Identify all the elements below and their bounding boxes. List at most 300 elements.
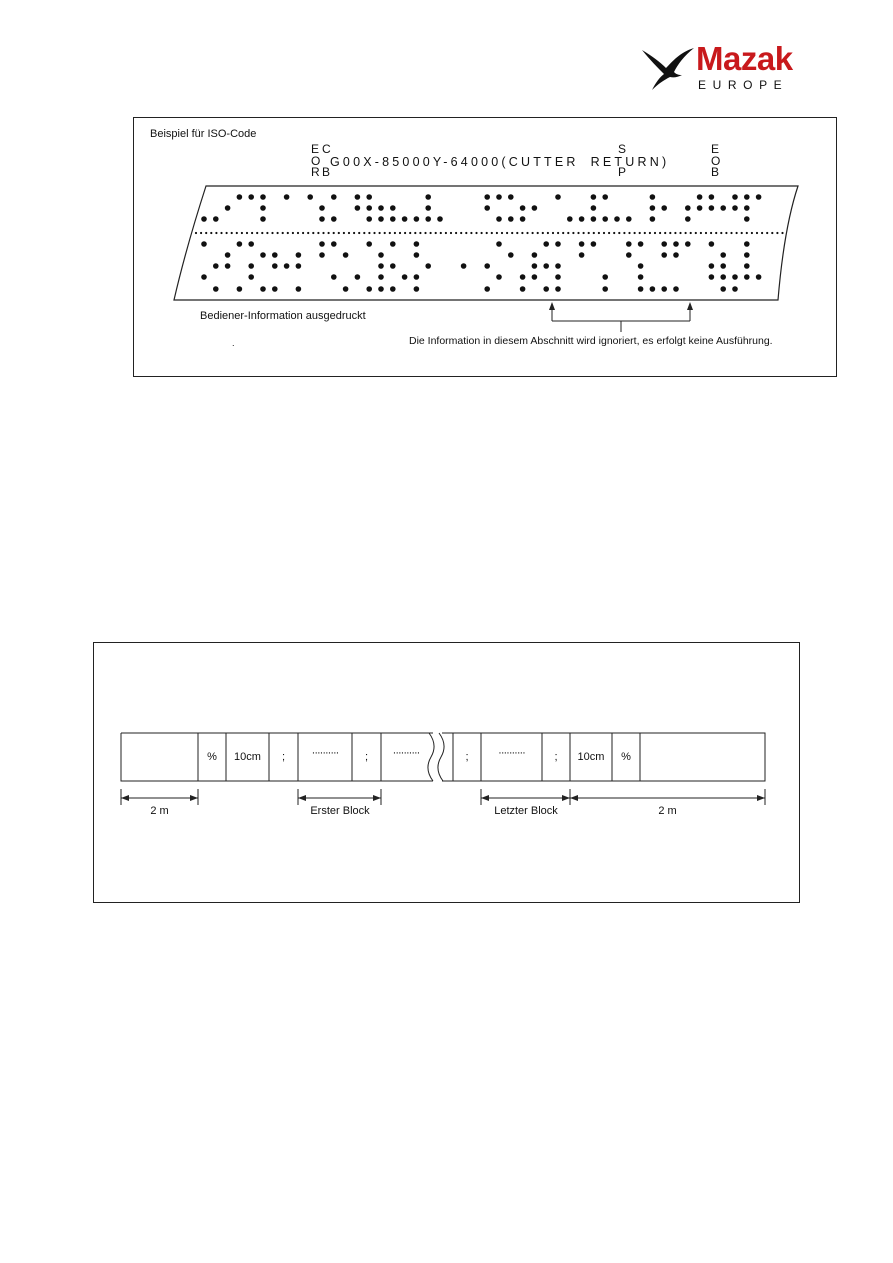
sprocket-hole xyxy=(328,232,330,234)
tape-hole xyxy=(661,286,667,292)
crane-bird-icon xyxy=(638,42,700,94)
sprocket-hole xyxy=(384,232,386,234)
tape-hole xyxy=(248,274,254,280)
sprocket-hole xyxy=(766,232,768,234)
sprocket-hole xyxy=(690,232,692,234)
logo-region: EUROPE xyxy=(698,78,789,92)
tape-hole xyxy=(496,194,502,200)
sprocket-hole xyxy=(307,232,309,234)
tape-hole xyxy=(260,286,266,292)
tape-hole xyxy=(248,194,254,200)
sprocket-hole xyxy=(598,232,600,234)
tape-hole xyxy=(626,252,632,258)
tape-hole xyxy=(602,286,608,292)
sprocket-hole xyxy=(736,232,738,234)
sprocket-hole xyxy=(583,232,585,234)
tape-hole xyxy=(709,263,715,269)
tape-holes xyxy=(201,194,761,292)
tape-hole xyxy=(225,252,231,258)
tape-hole xyxy=(390,286,396,292)
tape-hole xyxy=(661,241,667,247)
sprocket-hole xyxy=(781,232,783,234)
sprocket-hole xyxy=(282,232,284,234)
tape-hole xyxy=(626,241,632,247)
tape-hole xyxy=(744,216,750,222)
tape-hole xyxy=(591,194,597,200)
length-cell-end: 10cm xyxy=(577,751,605,763)
sprocket-hole xyxy=(430,232,432,234)
sprocket-hole xyxy=(338,232,340,234)
tape-hole xyxy=(496,241,502,247)
sprocket-hole xyxy=(287,232,289,234)
sprocket-hole xyxy=(333,232,335,234)
tape-hole xyxy=(661,252,667,258)
tape-hole xyxy=(237,241,243,247)
tape-hole xyxy=(378,252,384,258)
sprocket-hole xyxy=(552,232,554,234)
sprocket-hole xyxy=(292,232,294,234)
sprocket-hole xyxy=(465,232,467,234)
sprocket-hole xyxy=(730,232,732,234)
sprocket-hole xyxy=(526,232,528,234)
sprocket-hole xyxy=(669,232,671,234)
tape-hole xyxy=(272,252,278,258)
tape-hole xyxy=(555,194,561,200)
tape-hole xyxy=(685,216,691,222)
sprocket-hole xyxy=(195,232,197,234)
sprocket-hole xyxy=(649,232,651,234)
block-dots-cell: ·········· xyxy=(311,747,339,759)
tape-hole xyxy=(319,205,325,211)
tape-hole xyxy=(378,286,384,292)
tape-hole xyxy=(720,274,726,280)
sprocket-hole xyxy=(542,232,544,234)
tape-hole xyxy=(366,216,372,222)
tape-hole xyxy=(543,286,549,292)
tape-hole xyxy=(591,241,597,247)
tape-hole xyxy=(378,205,384,211)
sprocket-hole xyxy=(470,232,472,234)
sprocket-hole xyxy=(644,232,646,234)
tape-hole xyxy=(520,286,526,292)
tape-hole xyxy=(484,263,490,269)
tape-hole xyxy=(331,274,337,280)
sprocket-hole xyxy=(358,232,360,234)
sprocket-hole xyxy=(368,232,370,234)
sprocket-hole xyxy=(475,232,477,234)
sprocket-hole xyxy=(771,232,773,234)
tape-hole xyxy=(709,274,715,280)
tape-hole xyxy=(496,216,502,222)
sprocket-hole xyxy=(654,232,656,234)
sprocket-hole xyxy=(639,232,641,234)
tape-hole xyxy=(319,252,325,258)
tape-hole xyxy=(378,263,384,269)
sprocket-hole xyxy=(506,232,508,234)
sprocket-hole xyxy=(261,232,263,234)
tape-hole xyxy=(201,241,207,247)
tape-hole xyxy=(402,216,408,222)
tape-hole xyxy=(579,252,585,258)
length-cell-start: 10cm xyxy=(234,751,261,763)
figure-title: Beispiel für ISO-Code xyxy=(150,128,257,140)
tape-hole xyxy=(390,263,396,269)
sprocket-hole xyxy=(302,232,304,234)
sprocket-hole xyxy=(343,232,345,234)
tape-hole xyxy=(638,286,644,292)
sprocket-hole xyxy=(440,232,442,234)
tape-hole xyxy=(201,216,207,222)
sprocket-hole xyxy=(705,232,707,234)
tape-hole xyxy=(414,286,420,292)
tape-hole xyxy=(213,263,219,269)
percent-cell-end: % xyxy=(621,751,631,763)
tape-hole xyxy=(237,194,243,200)
tape-hole xyxy=(720,252,726,258)
tape-hole xyxy=(296,252,302,258)
tape-hole xyxy=(520,216,526,222)
tape-hole xyxy=(697,205,703,211)
sprocket-hole xyxy=(424,232,426,234)
tape-hole xyxy=(614,216,620,222)
tape-hole xyxy=(355,274,361,280)
sprocket-hole xyxy=(572,232,574,234)
sprocket-hole xyxy=(373,232,375,234)
tape-hole xyxy=(567,216,573,222)
tape-hole xyxy=(425,194,431,200)
sprocket-hole xyxy=(266,232,268,234)
tape-hole xyxy=(390,205,396,211)
tape-hole xyxy=(732,194,738,200)
tape-hole xyxy=(331,216,337,222)
sprocket-hole xyxy=(756,232,758,234)
semicolon-cell: ; xyxy=(465,751,469,763)
sprocket-hole xyxy=(577,232,579,234)
sprocket-hole xyxy=(379,232,381,234)
iso-code-example-figure xyxy=(133,117,837,377)
sprocket-hole xyxy=(231,232,233,234)
sp-label: S P xyxy=(618,142,627,179)
tape-hole xyxy=(661,205,667,211)
tape-hole xyxy=(744,274,750,280)
tape-hole xyxy=(331,194,337,200)
sprocket-hole xyxy=(496,232,498,234)
tape-hole xyxy=(744,205,750,211)
sprocket-hole xyxy=(659,232,661,234)
tape-hole xyxy=(225,263,231,269)
eob-label: E O B xyxy=(711,142,721,179)
tape-hole xyxy=(343,252,349,258)
tape-hole xyxy=(260,194,266,200)
tape-hole xyxy=(414,252,420,258)
tape-hole xyxy=(756,194,762,200)
tape-hole xyxy=(307,194,313,200)
tape-hole xyxy=(331,241,337,247)
tape-hole xyxy=(591,205,597,211)
tape-hole xyxy=(508,194,514,200)
sprocket-hole xyxy=(608,232,610,234)
tape-hole xyxy=(378,274,384,280)
sprocket-hole xyxy=(628,232,630,234)
sprocket-hole xyxy=(348,232,350,234)
sprocket-hole xyxy=(603,232,605,234)
eor-label: E O R xyxy=(311,142,321,179)
tape-hole xyxy=(366,194,372,200)
tape-hole xyxy=(744,252,750,258)
sprocket-hole xyxy=(205,232,207,234)
sprocket-hole xyxy=(399,232,401,234)
tape-hole xyxy=(555,241,561,247)
tape-hole xyxy=(732,274,738,280)
tape-hole xyxy=(414,241,420,247)
sprocket-hole xyxy=(720,232,722,234)
tape-hole xyxy=(579,241,585,247)
tape-hole xyxy=(638,274,644,280)
sprocket-hole xyxy=(491,232,493,234)
tape-hole xyxy=(213,286,219,292)
logo-wordmark: Mazak xyxy=(696,40,793,77)
tape-hole xyxy=(484,286,490,292)
tape-hole xyxy=(260,216,266,222)
tape-hole xyxy=(343,286,349,292)
tape-hole xyxy=(650,216,656,222)
tape-hole xyxy=(366,286,372,292)
sprocket-hole xyxy=(445,232,447,234)
tape-hole xyxy=(709,205,715,211)
last-block-label: Letzter Block xyxy=(494,805,558,817)
sprocket-hole xyxy=(613,232,615,234)
sprocket-hole xyxy=(715,232,717,234)
sprocket-hole xyxy=(725,232,727,234)
first-block-label: Erster Block xyxy=(310,805,370,817)
tape-hole xyxy=(744,263,750,269)
sprocket-hole xyxy=(634,232,636,234)
sprocket-hole xyxy=(317,232,319,234)
sprocket-hole xyxy=(751,232,753,234)
tape-hole xyxy=(650,286,656,292)
tape-hole xyxy=(260,205,266,211)
tape-hole xyxy=(555,286,561,292)
tape-layout-figure xyxy=(93,642,800,903)
tape-hole xyxy=(425,263,431,269)
semicolon-cell: ; xyxy=(364,751,369,763)
sprocket-hole xyxy=(557,232,559,234)
sprocket-hole xyxy=(322,232,324,234)
sprocket-hole xyxy=(241,232,243,234)
tape-hole xyxy=(425,216,431,222)
tape-hole xyxy=(508,216,514,222)
ignored-section-note: Die Information in diesem Abschnitt wird ignoriert, es erfolgt keine Ausführung. xyxy=(409,335,773,347)
tape-hole xyxy=(579,216,585,222)
sprocket-hole xyxy=(567,232,569,234)
tape-hole xyxy=(744,194,750,200)
tape-hole xyxy=(685,241,691,247)
tape-strip xyxy=(94,643,799,902)
tape-hole xyxy=(437,216,443,222)
tape-hole xyxy=(555,263,561,269)
sprocket-hole xyxy=(501,232,503,234)
sprocket-hole xyxy=(700,232,702,234)
tape-hole xyxy=(756,274,762,280)
tape-hole xyxy=(201,274,207,280)
tape-hole xyxy=(709,194,715,200)
sprocket-hole xyxy=(776,232,778,234)
block-dots-cell: ·········· xyxy=(498,747,525,759)
sprocket-hole xyxy=(618,232,620,234)
sprocket-hole xyxy=(511,232,513,234)
tape-hole xyxy=(720,205,726,211)
tape-hole xyxy=(272,263,278,269)
tape-hole xyxy=(272,286,278,292)
tape-hole xyxy=(520,205,526,211)
sprocket-hole xyxy=(215,232,217,234)
tape-hole xyxy=(296,286,302,292)
block-dots-cell: ·········· xyxy=(392,747,420,759)
tape-hole xyxy=(673,241,679,247)
sprocket-hole xyxy=(588,232,590,234)
tape-hole xyxy=(602,216,608,222)
tape-hole xyxy=(355,194,361,200)
sprocket-hole xyxy=(455,232,457,234)
sprocket-hole xyxy=(547,232,549,234)
sprocket-hole xyxy=(271,232,273,234)
tape-hole xyxy=(484,194,490,200)
sprocket-hole xyxy=(409,232,411,234)
tape-hole xyxy=(284,263,290,269)
sprocket-hole xyxy=(674,232,676,234)
sprocket-hole xyxy=(516,232,518,234)
sprocket-hole xyxy=(746,232,748,234)
stray-dot: . xyxy=(232,338,235,348)
tape-hole xyxy=(532,274,538,280)
tape-hole xyxy=(213,216,219,222)
tape-hole xyxy=(543,241,549,247)
tape-hole xyxy=(555,274,561,280)
sprocket-hole xyxy=(226,232,228,234)
tape-hole xyxy=(355,205,361,211)
sprocket-hole xyxy=(277,232,279,234)
tape-hole xyxy=(248,263,254,269)
sprocket-hole xyxy=(363,232,365,234)
tape-hole xyxy=(720,263,726,269)
sprocket-hole xyxy=(389,232,391,234)
tape-hole xyxy=(732,286,738,292)
operator-info-label: Bediener-Information ausgedruckt xyxy=(200,310,366,322)
tape-hole xyxy=(225,205,231,211)
sprocket-holes xyxy=(195,232,784,234)
sprocket-hole xyxy=(435,232,437,234)
sprocket-hole xyxy=(353,232,355,234)
sprocket-hole xyxy=(312,232,314,234)
sprocket-hole xyxy=(664,232,666,234)
tape-hole xyxy=(650,194,656,200)
sprocket-hole xyxy=(246,232,248,234)
tape-hole xyxy=(496,274,502,280)
tape-hole xyxy=(638,241,644,247)
sprocket-hole xyxy=(200,232,202,234)
sprocket-hole xyxy=(532,232,534,234)
tape-hole xyxy=(284,194,290,200)
program-code-line: G00X-85000Y-64000(CUTTER RETURN) xyxy=(330,155,670,169)
tape-hole xyxy=(378,216,384,222)
leader-length-label: 2 m xyxy=(150,805,169,817)
tape-hole xyxy=(237,286,243,292)
sprocket-hole xyxy=(460,232,462,234)
sprocket-hole xyxy=(220,232,222,234)
sprocket-hole xyxy=(623,232,625,234)
sprocket-hole xyxy=(741,232,743,234)
sprocket-hole xyxy=(679,232,681,234)
tape-hole xyxy=(520,274,526,280)
sprocket-hole xyxy=(256,232,258,234)
tape-hole xyxy=(484,205,490,211)
tape-hole xyxy=(508,252,514,258)
sprocket-hole xyxy=(236,232,238,234)
tape-hole xyxy=(697,194,703,200)
tape-hole xyxy=(602,274,608,280)
sprocket-hole xyxy=(297,232,299,234)
tape-hole xyxy=(709,241,715,247)
tape-hole xyxy=(638,263,644,269)
tape-hole xyxy=(366,205,372,211)
semicolon-cell: ; xyxy=(281,751,286,763)
sprocket-hole xyxy=(521,232,523,234)
tape-hole xyxy=(319,216,325,222)
sprocket-hole xyxy=(486,232,488,234)
tape-hole xyxy=(602,194,608,200)
tape-hole xyxy=(366,241,372,247)
tape-hole xyxy=(390,216,396,222)
mazak-logo xyxy=(638,42,813,94)
sprocket-hole xyxy=(414,232,416,234)
tape-hole xyxy=(248,241,254,247)
sprocket-hole xyxy=(450,232,452,234)
tape-hole xyxy=(673,252,679,258)
tape-hole xyxy=(319,241,325,247)
sprocket-hole xyxy=(562,232,564,234)
sprocket-hole xyxy=(537,232,539,234)
sprocket-hole xyxy=(251,232,253,234)
semicolon-cell: ; xyxy=(554,751,558,763)
tape-hole xyxy=(402,274,408,280)
tape-hole xyxy=(414,274,420,280)
sprocket-hole xyxy=(481,232,483,234)
tape-hole xyxy=(650,205,656,211)
tape-hole xyxy=(673,286,679,292)
tape-hole xyxy=(390,241,396,247)
tape-hole xyxy=(532,263,538,269)
sprocket-hole xyxy=(210,232,212,234)
trailer-length-label: 2 m xyxy=(658,805,677,817)
sprocket-hole xyxy=(685,232,687,234)
sprocket-hole xyxy=(710,232,712,234)
percent-cell-start: % xyxy=(207,751,217,763)
tape-hole xyxy=(532,252,538,258)
sprocket-hole xyxy=(394,232,396,234)
tape-hole xyxy=(461,263,467,269)
tape-hole xyxy=(626,216,632,222)
cr-label: C B xyxy=(322,142,331,179)
tape-hole xyxy=(591,216,597,222)
sprocket-hole xyxy=(404,232,406,234)
tape-hole xyxy=(296,263,302,269)
sprocket-hole xyxy=(761,232,763,234)
tape-hole xyxy=(685,205,691,211)
sprocket-hole xyxy=(695,232,697,234)
sprocket-hole xyxy=(593,232,595,234)
tape-hole xyxy=(414,216,420,222)
tape-hole xyxy=(425,205,431,211)
